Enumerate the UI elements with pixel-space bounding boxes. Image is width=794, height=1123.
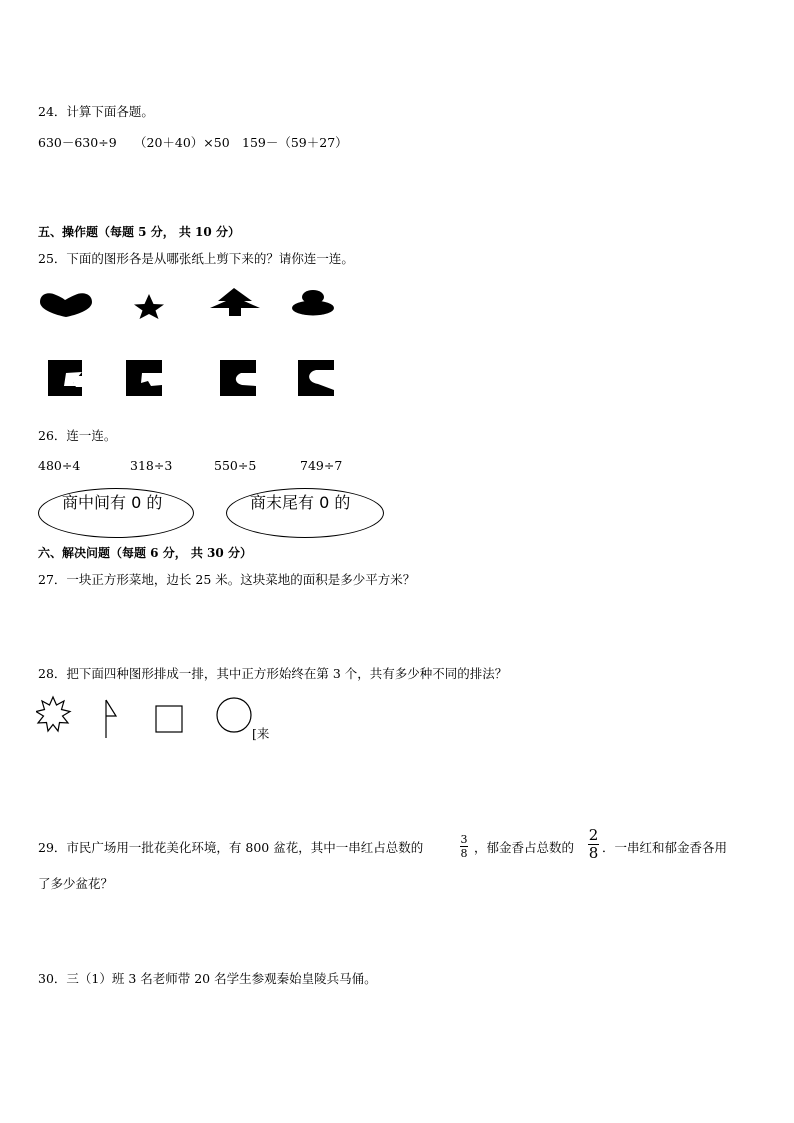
q29-text-line2: 了多少盆花？ — [38, 876, 114, 891]
q26-title: 26．连一连。 — [38, 428, 117, 443]
q29-fraction-1-num: 3 — [460, 833, 468, 846]
q29-fraction-2-num: 2 — [588, 826, 599, 844]
q29-text-part2: ，郁金香占总数的 — [474, 840, 575, 855]
q24-title: 24．计算下面各题。 — [38, 104, 154, 119]
q29-fraction-1-den: 8 — [460, 847, 468, 860]
q24-expressions — [38, 135, 438, 151]
paper-cut-4 — [298, 360, 334, 396]
arrow-icon — [210, 288, 260, 316]
heart-icon — [40, 293, 92, 317]
q25-title: 25．下面的图形各是从哪张纸上剪下来的？请你连一连。 — [38, 251, 354, 266]
q26-expr-4: 749÷7 — [300, 458, 343, 473]
flag-icon — [106, 700, 116, 738]
q27-title: 27．一块正方形菜地，边长 25 米。这块菜地的面积是多少平方米？ — [38, 572, 416, 587]
q25-figures — [36, 286, 366, 406]
starburst-icon — [36, 697, 70, 731]
star-icon — [134, 294, 164, 319]
q28-figures — [36, 694, 266, 742]
q26-oval-1-label: 商中间有 0 的 — [62, 493, 163, 512]
q26-oval-2-label: 商末尾有 0 的 — [250, 493, 351, 512]
q24-expr-2: （20＋40）×50 — [134, 135, 230, 150]
paper-cut-2 — [126, 360, 162, 396]
q24-expr-1: 630－630÷9 — [38, 135, 117, 150]
section-5-heading: 五、操作题（每题 5 分， 共 10 分） — [38, 225, 240, 239]
q30-title: 30．三（1）班 3 名老师带 20 名学生参观秦始皇陵兵马俑。 — [38, 971, 377, 986]
paper-cut-3 — [220, 360, 256, 396]
q26-expr-3: 550÷5 — [214, 458, 257, 473]
q26-expr-2: 318÷3 — [130, 458, 173, 473]
q28-title: 28．把下面四种图形排成一排，其中正方形始终在第 3 个，共有多少种不同的排法？ — [38, 666, 508, 681]
q28-note: [来 — [252, 726, 270, 741]
square-icon — [156, 706, 182, 732]
circle-icon — [217, 698, 251, 732]
q24-expr-3: 159－（59＋27） — [242, 135, 348, 150]
q29-text-part1: 29．市民广场用一批花美化环境，有 800 盆花，其中一串红占总数的 — [38, 840, 424, 855]
paper-cut-1 — [48, 360, 82, 396]
section-6-heading: 六、解决问题（每题 6 分， 共 30 分） — [38, 546, 252, 560]
q26-expr-1: 480÷4 — [38, 458, 81, 473]
q29-fraction-1 — [460, 834, 468, 859]
figure-eight-icon — [292, 290, 334, 316]
q29-fraction-2-den: 8 — [588, 844, 599, 862]
q26-expressions — [38, 458, 378, 474]
q29-fraction-2 — [588, 828, 599, 861]
q29-text-part3: ．一串红和郁金香各用 — [602, 840, 728, 855]
